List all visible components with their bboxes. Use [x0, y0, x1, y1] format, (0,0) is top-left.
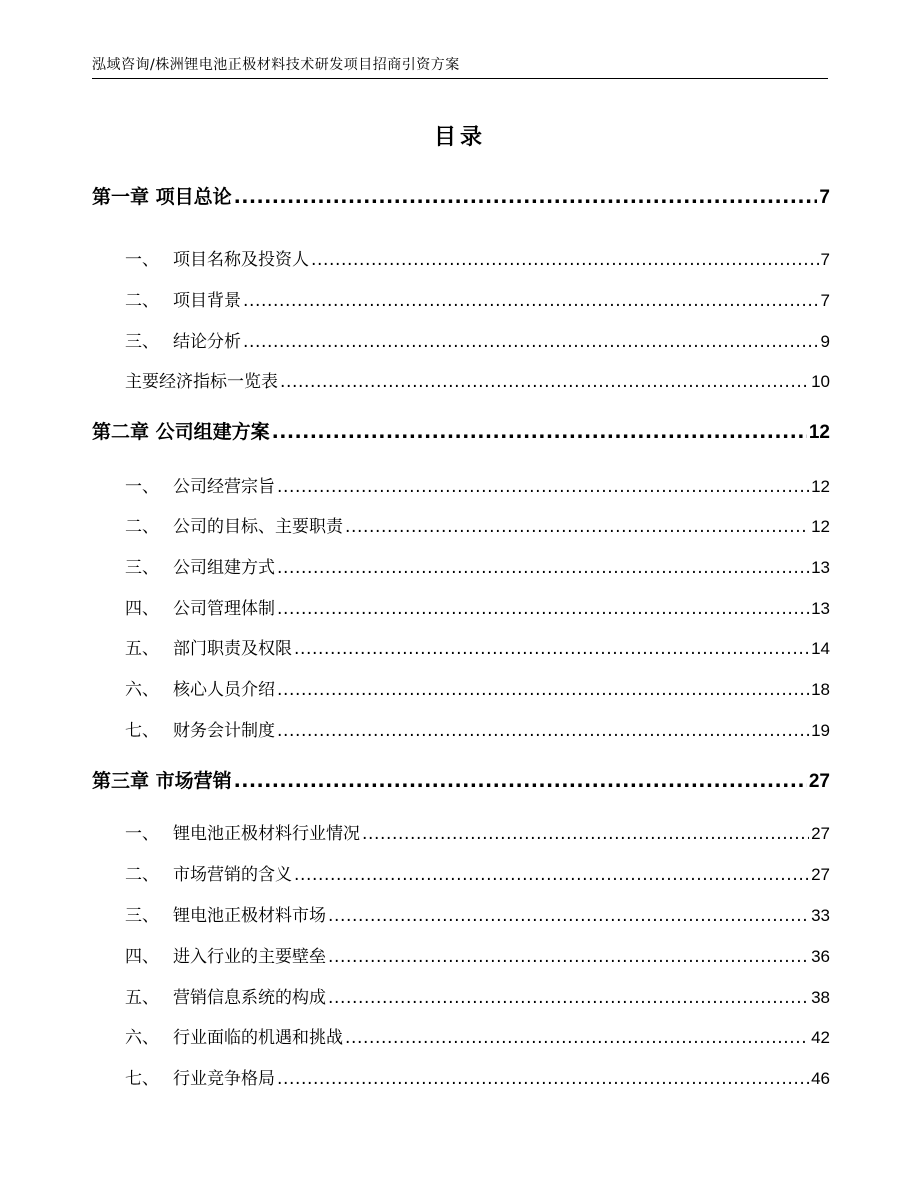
toc-entry-label: 营销信息系统的构成 [173, 988, 326, 1008]
toc-page-number: 18 [811, 680, 830, 699]
toc-entry-label: 核心人员介绍 [173, 680, 275, 700]
dot-leader [328, 988, 809, 1008]
dot-leader [277, 680, 809, 700]
toc-chapter-label: 第三章 市场营销 [92, 770, 232, 792]
dot-leader [277, 558, 809, 578]
toc-chapter-label: 第二章 公司组建方案 [92, 421, 270, 443]
toc-page-number: 33 [811, 906, 830, 925]
toc-entry-label: 部门职责及权限 [173, 639, 292, 659]
toc-entry-label: 行业面临的机遇和挑战 [173, 1028, 343, 1048]
header-rule [92, 78, 828, 79]
toc-chapter-2[interactable] [92, 417, 830, 444]
toc-entry-label: 公司经营宗旨 [173, 477, 275, 497]
toc-entry-label: 项目背景 [173, 291, 241, 311]
toc-entry-label: 锂电池正极材料市场 [173, 906, 326, 926]
toc-entry-number: 三、 [125, 906, 159, 926]
dot-leader [294, 865, 809, 885]
toc-entry-label: 市场营销的含义 [173, 865, 292, 885]
toc-entry-number: 六、 [125, 680, 159, 700]
toc-entry-label: 公司组建方式 [173, 558, 275, 578]
toc-entry-number: 五、 [125, 988, 159, 1008]
dot-leader [234, 770, 807, 792]
toc-entry[interactable] [92, 553, 830, 578]
toc-entry-number: 三、 [125, 558, 159, 578]
toc-page-number: 36 [811, 947, 830, 966]
toc-entry[interactable] [92, 675, 830, 700]
toc-entry-number: 二、 [125, 291, 159, 311]
toc-entry[interactable] [92, 245, 830, 270]
running-header: 泓域咨询/株洲锂电池正极材料技术研发项目招商引资方案 [92, 57, 460, 73]
toc-entry[interactable] [92, 594, 830, 619]
toc-entry[interactable] [92, 1064, 830, 1089]
toc-page-number: 13 [811, 599, 830, 618]
toc-entry-number: 五、 [125, 639, 159, 659]
toc-entry-number: 七、 [125, 721, 159, 741]
toc-entry[interactable] [92, 819, 830, 844]
toc-page-number: 7 [819, 187, 830, 208]
toc-entry-label: 行业竞争格局 [173, 1069, 275, 1089]
toc-chapter-3[interactable] [92, 766, 830, 793]
dot-leader [272, 421, 807, 443]
toc-entry-number: 七、 [125, 1069, 159, 1089]
toc-page-number: 7 [820, 291, 830, 310]
toc-page-number: 46 [811, 1069, 830, 1088]
toc-page-number: 27 [811, 865, 830, 884]
toc-page-number: 14 [811, 639, 830, 658]
dot-leader [328, 906, 809, 926]
toc-entry[interactable] [92, 983, 830, 1008]
toc-page-number: 19 [811, 721, 830, 740]
toc-entry-number: 四、 [125, 947, 159, 967]
toc-entry-number: 二、 [125, 517, 159, 537]
toc-entry-label: 公司管理体制 [173, 599, 275, 619]
toc-chapter-label: 第一章 项目总论 [92, 186, 232, 208]
toc-entry[interactable] [92, 901, 830, 926]
toc-entry-label: 项目名称及投资人 [173, 250, 309, 270]
toc-entry-label: 主要经济指标一览表 [125, 372, 278, 392]
toc-entry[interactable] [92, 367, 830, 392]
dot-leader [234, 186, 818, 208]
dot-leader [243, 291, 819, 311]
dot-leader [345, 517, 809, 537]
dot-leader [277, 599, 809, 619]
toc-page-number: 12 [811, 477, 830, 496]
toc-entry[interactable] [92, 860, 830, 885]
toc-entry[interactable] [92, 512, 830, 537]
toc-entry-label: 锂电池正极材料行业情况 [173, 824, 360, 844]
toc-entry-label: 公司的目标、主要职责 [173, 517, 343, 537]
toc-entry-number: 一、 [125, 477, 159, 497]
toc-entry[interactable] [92, 1023, 830, 1048]
toc-page-number: 27 [808, 771, 830, 792]
toc-entry[interactable] [92, 472, 830, 497]
dot-leader [345, 1028, 809, 1048]
dot-leader [277, 721, 809, 741]
toc-page-number: 13 [811, 558, 830, 577]
dot-leader [328, 947, 809, 967]
dot-leader [280, 372, 809, 392]
toc-page-number: 12 [808, 422, 830, 443]
toc-entry[interactable] [92, 942, 830, 967]
dot-leader [243, 332, 819, 352]
dot-leader [277, 477, 809, 497]
dot-leader [294, 639, 809, 659]
toc-entry[interactable] [92, 634, 830, 659]
toc-entry-number: 一、 [125, 250, 159, 270]
toc-page-number: 42 [811, 1028, 830, 1047]
toc-page-number: 10 [811, 372, 830, 391]
toc-entry-label: 财务会计制度 [173, 721, 275, 741]
toc-title: 目录 [433, 125, 486, 150]
toc-entry[interactable] [92, 327, 830, 352]
toc-entry-number: 三、 [125, 332, 159, 352]
toc-page-number: 7 [820, 250, 830, 269]
toc-entry[interactable] [92, 716, 830, 741]
toc-entry-number: 一、 [125, 824, 159, 844]
toc-entry-label: 进入行业的主要壁垒 [173, 947, 326, 967]
toc-entry-number: 四、 [125, 599, 159, 619]
toc-page-number: 9 [820, 332, 830, 351]
dot-leader [277, 1069, 809, 1089]
toc-page-number: 27 [811, 824, 830, 843]
toc-page-number: 38 [811, 988, 830, 1007]
toc-entry[interactable] [92, 286, 830, 311]
dot-leader [362, 824, 809, 844]
dot-leader [311, 250, 819, 270]
toc-entry-label: 结论分析 [173, 332, 241, 352]
toc-chapter-1[interactable] [92, 182, 830, 209]
toc-entry-number: 六、 [125, 1028, 159, 1048]
toc-page-number: 12 [811, 517, 830, 536]
toc-entry-number: 二、 [125, 865, 159, 885]
